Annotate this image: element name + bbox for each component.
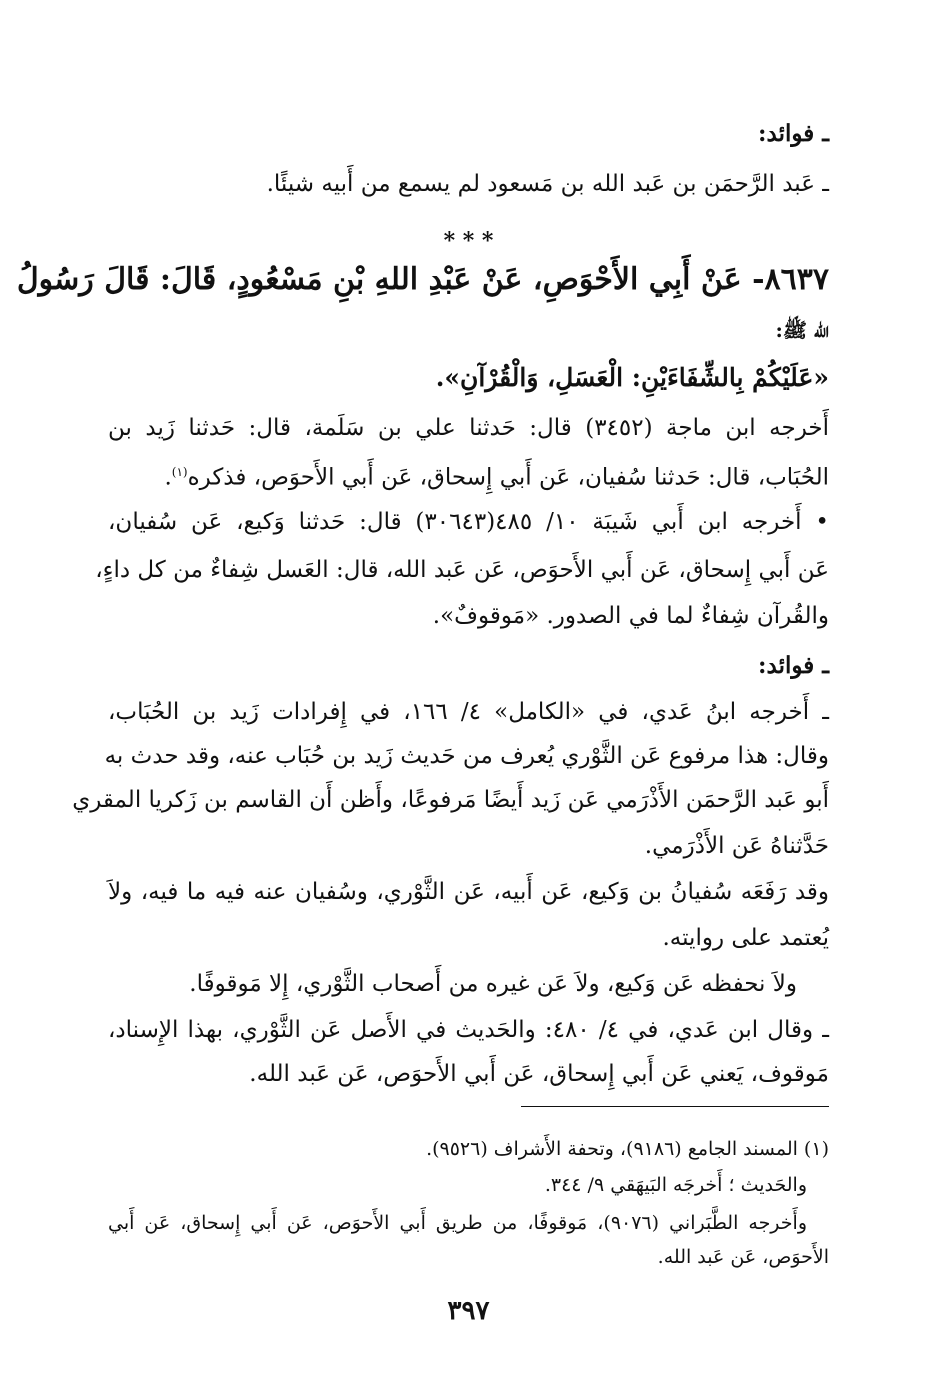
benefit-line-3: وقال: هذا مرفوع عَن الثَّوْري يُعرف من حَديث زَيد بن حُبَاب عنه، وقد حدث به — [104, 743, 829, 769]
benefit-line-5: حَدَّثناهُ عَن الأَذْرَمي. — [644, 833, 829, 859]
footnote-ref-1[interactable]: (١) — [171, 465, 188, 479]
benefit-line-8: ولاَ نحفظه عَن وَكيع، ولاَ عَن غيره من أَصحاب الثَّوْري، إِلا مَوقوفًا. — [189, 971, 797, 997]
hadith-matn: «عَلَيْكُمْ بِالشِّفَاءَيْنِ: الْعَسَلِ، وَالْقُرْآنِ». — [435, 363, 829, 392]
takhrij-line-3: • أَخرجه ابن أَبي شَيبَة ١٠/ ٤٨٥(٣٠٦٤٣) قال: حَدثنا وَكيع، عَن سُفيان، — [108, 509, 829, 535]
takhrij-line-4: عَن أَبي إِسحاق، عَن أَبي الأَحوَص، عَن عَبد الله، قال: العَسل شِفاءٌ من كل داءٍ، — [95, 557, 829, 583]
hadith-isnad-continuation: الله ﷺ: — [775, 318, 829, 342]
benefit-line-2: ـ أَخرجه ابنُ عَدي، في «الكامل» ٤/ ١٦٦، في إِفرادات زَيد بن الحُبَاب، — [108, 699, 829, 725]
footnote-1-line-4: الأَحوَص، عَن عَبد الله. — [657, 1246, 829, 1268]
benefit-line-9: ـ وقال ابن عَدي، في ٤/ ٤٨٠: والحَديث في الأَصل عَن الثَّوْري، بهذا الإِسناد، — [108, 1017, 829, 1043]
takhrij-line-5: والقُرآن شِفاءٌ لما في الصدور. «مَوقوفٌ». — [432, 603, 829, 629]
footnote-rule — [521, 1106, 829, 1107]
takhrij-line-2: الحُبَاب، قال: حَدثنا سُفيان، عَن أَبي إِسحاق، عَن أَبي الأَحوَص، فذكره$^{(١)}$. — [164, 464, 829, 491]
footnote-1: (١) المسند الجامع (٩١٨٦)، وتحفة الأَشراف (٩٥٢٦). — [426, 1138, 829, 1160]
footnote-1-line-3: وأَخرجه الطَّبَراني (٩٠٧٦)، مَوقوفًا، من طريق أَبي الأَحوَص، عَن أَبي إِسحاق، عَن أَبي — [108, 1212, 807, 1234]
benefit-line-6: وقد رَفَعَه سُفيانُ بن وَكيع، عَن أَبيه، عَن الثَّوْري، وسُفيان عنه فيه ما فيه، ولاَ — [108, 879, 829, 905]
benefit-line-10: مَوقوف، يَعني عَن أَبي إِسحاق، عَن أَبي الأَحوَص، عَن عَبد الله. — [249, 1061, 829, 1087]
benefit-line-7: يُعتمد على روايته. — [662, 925, 829, 951]
hadith-isnad-line: ٨٦٣٧- عَنْ أَبِي الأَحْوَصِ، عَنْ عَبْدِ اللهِ بْنِ مَسْعُودٍ، قَالَ: قَالَ رَسُولُ — [16, 262, 829, 297]
takhrij-line-1: أَخرجه ابن ماجة (٣٤٥٢) قال: حَدثنا علي بن سَلَمة، قال: حَدثنا زَيد بن — [108, 415, 829, 441]
page-number: ٣٩٧ — [447, 1296, 490, 1326]
benefits-heading-1: ـ فوائد: — [758, 120, 829, 147]
benefit-line-1: ـ عَبد الرَّحمَن بن عَبد الله بن مَسعود لم يسمع من أَبيه شيئًا. — [266, 171, 829, 197]
benefit-line-4: أَبو عَبد الرَّحمَن الأَذْرَمي عَن زَيد أَيضًا مَرفوعًا، وأَظن أَن القاسم بن زَكريا المقري — [72, 787, 829, 813]
section-separator: * * * — [443, 228, 494, 254]
benefits-heading-2: ـ فوائد: — [758, 652, 829, 679]
footnote-1-line-2: والحَديث ؛ أَخرجَه البَيهَقي ٩/ ٣٤٤. — [544, 1174, 807, 1196]
